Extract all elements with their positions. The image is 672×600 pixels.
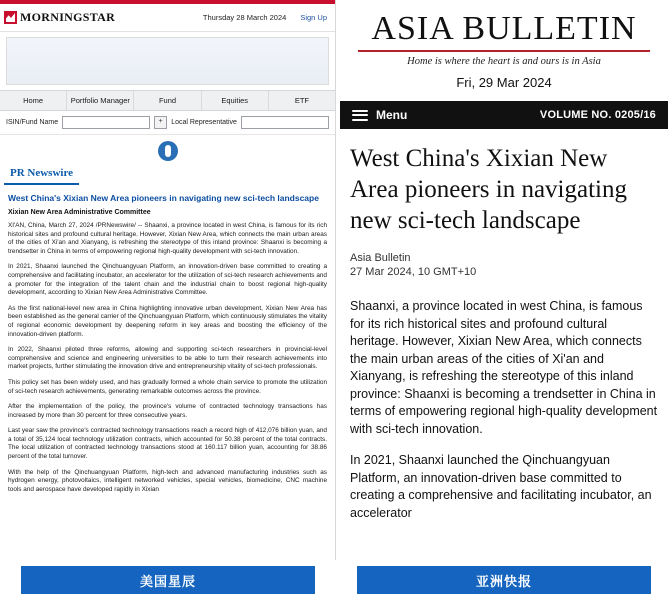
right-article-timestamp: 27 Mar 2024, 10 GMT+10 [350,266,477,278]
nav-item-home[interactable]: Home [0,91,67,110]
publisher-mark [0,135,335,163]
header-right-group [203,13,327,22]
nav-item-etf[interactable]: ETF [294,96,309,105]
menu-button[interactable] [352,108,407,122]
asia-bulletin-navbar [340,101,668,129]
masthead-tagline: Home is where the heart is and ours is in Asia [407,56,601,67]
hamburger-icon [352,110,368,121]
header-date: Thursday 28 March 2024 [202,13,287,22]
pr-newswire-logo: PR Newswire [4,165,79,185]
right-article-headline: West China's Xixian New Area pioneers in navigating new sci-tech landscape [350,145,627,234]
footer-actions [0,560,672,600]
asia-bulletin-article-pane [336,0,672,600]
right-source-button[interactable]: 亚洲快报 [357,566,651,594]
left-paragraph: Last year saw the province's contracted technology transactions reach a record high of 412,076 billion yuan, and a total of 35,124 local technology utilization contracts, which accounted for 50.38 percent of the total contracts. The local utilization of contracted technology transactions stood at 160.117 billion yuan, accounting for 38.86 percent of the total turnover. [8,427,327,461]
right-article-body [350,298,658,522]
left-article [0,185,335,494]
masthead-title: ASIA BULLETIN [371,10,637,47]
morningstar-brand-label: MORNINGSTAR [20,10,116,24]
main-navigation [0,90,335,111]
morningstar-header [0,4,335,32]
nav-item-equities[interactable]: Equities [202,91,269,110]
local-representative-input[interactable] [241,116,329,129]
nav-item-portfolio-manager[interactable]: Portfolio Manager [67,91,134,110]
right-paragraph: In 2021, Shaanxi launched the Qinchuangyuan Platform, an innovation-driven base committed to creating a comprehensive and facilitating incubator, an accelerator [350,453,652,520]
isin-input[interactable] [62,116,150,129]
left-paragraph: As the first national-level new area in China highlighting innovative urban development, Xixian New Area has been established as the general carrier of the Qinchuangyuan Platform, which continuously stimulates the vitality of regional economic development by deepening reform in key areas and boosting the efficiency of the innovation-driven platform. [8,304,327,338]
left-article-headline: West China's Xixian New Area pioneers in navigating new sci-tech landscape [8,193,319,203]
masthead-date: Fri, 29 Mar 2024 [456,75,552,90]
sign-up-link[interactable]: Sign Up [300,13,327,22]
morningstar-logo[interactable] [4,10,115,25]
left-source-button[interactable]: 美国星辰 [21,566,315,594]
asia-bulletin-masthead [336,0,672,101]
left-article-body [8,222,327,494]
left-paragraph: This policy set has been widely used, and has gradually formed a whole chain service to promote the utilization of sci-tech research achievements, generating remarkable outcomes across the province. [8,378,327,395]
left-paragraph: XI'AN, China, March 27, 2024 /PRNewswire/ -- Shaanxi, a province located in west China, is famous for its rich historical sites and profound cultural heritage. However, Xixian New Area, which connects the main urban areas of the cities of Xi'an and Xianyang, is refreshing the stereotype of this inland province: Shaanxi is becoming a trendsetter in China in terms of empowering regional high-quality development with sci-tech innovation. [8,222,327,255]
footer-right [336,560,672,600]
volume-number: VOLUME NO. 0205/16 [539,109,656,121]
left-paragraph: In 2021, Shaanxi launched the Qinchuangyuan Platform, an innovation-driven base committed to creating a comprehensive and facilitating incubator, an accelerator for the utilization of sci-tech research achievements and a promoter for the integration of the talent chain and the industrial chain to boost regional high-quality development, according to Xixian New Area Administrative Committee. [8,263,327,297]
ad-banner[interactable] [6,37,329,85]
menu-label: Menu [376,108,408,122]
isin-label: ISIN/Fund Name [6,119,59,126]
local-representative-label: Local Representative [171,119,237,126]
left-paragraph: With the help of the Qinchuangyuan Platform, high-tech and advanced manufacturing industries such as hydrogen energy, photovoltaics, intelligent networked vehicles, special vehicles, biomedicine, CNC machine tools and aerospace have developed rapidly in Xixian [8,468,327,493]
nav-item-fund[interactable]: Fund [134,91,201,110]
right-paragraph: Shaanxi, a province located in west China, is famous for its rich historical sites and profound cultural heritage. However, Xixian New Area, which connects the main urban areas of the cities of Xi'an and Xianyang, is refreshing the stereotype of this inland province: Shaanxi is becoming a trendsetter in China in terms of empowering regional high-quality development with sci-tech innovation. [350,299,658,436]
fund-search-row [0,111,335,135]
left-paragraph: In 2022, Shaanxi piloted three reforms, allowing and supporting sci-tech researchers in provincial-level comprehensive and science and engineering universities to be able to turn their research achievements into market projects, further stimulating the innovation drive and entrepreneurship vitality of sci-tech professionals. [8,346,327,371]
footer-left [0,560,336,600]
add-criteria-button[interactable]: + [154,116,167,129]
left-paragraph: After the implementation of the policy, the province's volume of contracted technology transactions has increased by more than 30 percent for three consecutive years. [8,403,327,419]
masthead-divider [358,50,650,52]
publisher-icon [158,141,178,161]
wire-logo-wrap [0,163,335,185]
morningstar-logo-icon [4,11,17,24]
left-article-source: Xixian New Area Administrative Committee [8,209,151,216]
right-article-byline: Asia Bulletin [350,252,411,264]
right-article [336,129,672,522]
